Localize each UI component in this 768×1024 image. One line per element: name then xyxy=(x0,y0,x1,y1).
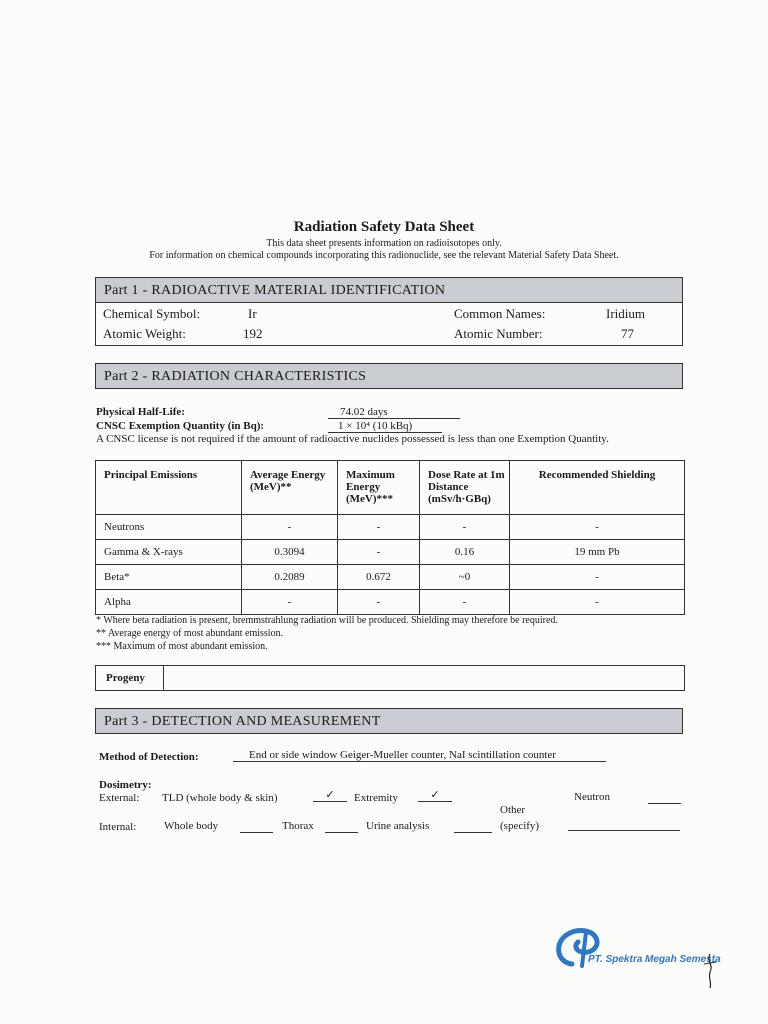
half-life-value: 74.02 days xyxy=(328,406,460,419)
thorax-label: Thorax xyxy=(282,820,314,832)
external-label: External: xyxy=(99,792,140,804)
cell-dose-rate: 0.16 xyxy=(420,540,510,565)
table-header-row xyxy=(96,461,685,515)
license-note: A CNSC license is not required if the amount of radioactive nuclides possessed is less than one Exemption Quantity. xyxy=(96,433,609,445)
cell-shielding: - xyxy=(510,515,685,540)
dosimetry-label: Dosimetry: xyxy=(99,779,152,791)
extremity-label: Extremity xyxy=(354,792,398,804)
tld-checkmark: ✓ xyxy=(313,788,347,802)
whole-body-blank xyxy=(240,832,273,833)
company-name: PT. Spektra Megah Semesta xyxy=(588,954,721,965)
cell-emission: Beta* xyxy=(96,565,242,590)
chemical-symbol-value: Ir xyxy=(248,306,257,321)
method-value: End or side window Geiger-Mueller counter, NaI scintillation counter xyxy=(233,749,606,762)
chemical-symbol-label: Chemical Symbol: xyxy=(103,306,201,321)
intro-line-2: For information on chemical compounds incorporating this radionuclide, see the relevant Material Safety Data Sheet. xyxy=(149,250,619,261)
cell-avg-energy: 0.2089 xyxy=(242,565,338,590)
cell-avg-energy: - xyxy=(242,590,338,615)
cell-shielding: 19 mm Pb xyxy=(510,540,685,565)
document-title: Radiation Safety Data Sheet xyxy=(293,219,475,235)
atomic-number-label: Atomic Number: xyxy=(454,326,543,341)
header-average-energy: Average Energy (MeV)** xyxy=(242,461,338,515)
part1-heading: Part 1 - RADIOACTIVE MATERIAL IDENTIFICATION xyxy=(104,283,446,298)
urine-analysis-blank xyxy=(454,832,492,833)
atomic-weight-label: Atomic Weight: xyxy=(103,326,186,341)
cell-avg-energy: - xyxy=(242,515,338,540)
cell-emission: Gamma & X-rays xyxy=(96,540,242,565)
header-recommended-shielding: Recommended Shielding xyxy=(510,461,685,515)
table-row xyxy=(96,540,685,565)
specify-blank xyxy=(568,830,680,831)
cell-dose-rate: - xyxy=(420,515,510,540)
emissions-table xyxy=(95,460,685,615)
header-dose-rate: Dose Rate at 1m Distance (mSv/h·GBq) xyxy=(420,461,510,515)
half-life-label: Physical Half-Life: xyxy=(96,406,185,418)
cell-emission: Alpha xyxy=(96,590,242,615)
table-row xyxy=(96,590,685,615)
neutron-label: Neutron xyxy=(574,791,611,803)
header-maximum-energy: Maximum Energy (MeV)*** xyxy=(338,461,420,515)
part1-heading-bar xyxy=(95,277,683,303)
table-row xyxy=(96,515,685,540)
part2-heading-bar xyxy=(95,363,683,389)
common-names-label: Common Names: xyxy=(454,306,546,321)
table-row xyxy=(96,565,685,590)
exemption-label: CNSC Exemption Quantity (in Bq): xyxy=(96,420,265,432)
common-names-value: Iridium xyxy=(606,306,645,321)
whole-body-label: Whole body xyxy=(164,820,219,832)
header-principal-emissions: Principal Emissions xyxy=(96,461,242,515)
footnote-maximum: *** Maximum of most abundant emission. xyxy=(96,641,268,652)
cell-max-energy: - xyxy=(338,515,420,540)
part3-heading-bar xyxy=(95,708,683,734)
part2-heading: Part 2 - RADIATION CHARACTERISTICS xyxy=(104,369,367,384)
intro-line-1: This data sheet presents information on radioisotopes only. xyxy=(266,238,502,249)
cell-max-energy: 0.672 xyxy=(338,565,420,590)
other-label: Other xyxy=(500,804,526,816)
internal-label: Internal: xyxy=(99,821,137,833)
exemption-value: 1 × 10⁴ (10 kBq) xyxy=(328,420,442,433)
cell-dose-rate: ~0 xyxy=(420,565,510,590)
thorax-blank xyxy=(325,832,358,833)
method-label: Method of Detection: xyxy=(99,751,199,763)
atomic-number-value: 77 xyxy=(621,326,634,341)
tld-label: TLD (whole body & skin) xyxy=(162,792,278,804)
extremity-checkmark: ✓ xyxy=(418,788,452,802)
cell-max-energy: - xyxy=(338,540,420,565)
progeny-label: Progeny xyxy=(96,666,164,690)
cell-dose-rate: - xyxy=(420,590,510,615)
signature-mark-icon xyxy=(700,950,720,990)
cell-emission: Neutrons xyxy=(96,515,242,540)
footnote-beta: * Where beta radiation is present, bremmstrahlung radiation will be produced. Shielding may therefore be required. xyxy=(96,615,558,626)
cell-avg-energy: 0.3094 xyxy=(242,540,338,565)
specify-label: (specify) xyxy=(500,820,540,832)
footnote-average: ** Average energy of most abundant emission. xyxy=(96,628,284,639)
part3-heading: Part 3 - DETECTION AND MEASUREMENT xyxy=(104,714,381,729)
atomic-weight-value: 192 xyxy=(243,326,263,341)
neutron-blank xyxy=(648,803,681,804)
company-logo xyxy=(552,924,722,984)
cell-max-energy: - xyxy=(338,590,420,615)
urine-analysis-label: Urine analysis xyxy=(366,820,430,832)
progeny-box xyxy=(95,665,685,691)
cell-shielding: - xyxy=(510,590,685,615)
cell-shielding: - xyxy=(510,565,685,590)
